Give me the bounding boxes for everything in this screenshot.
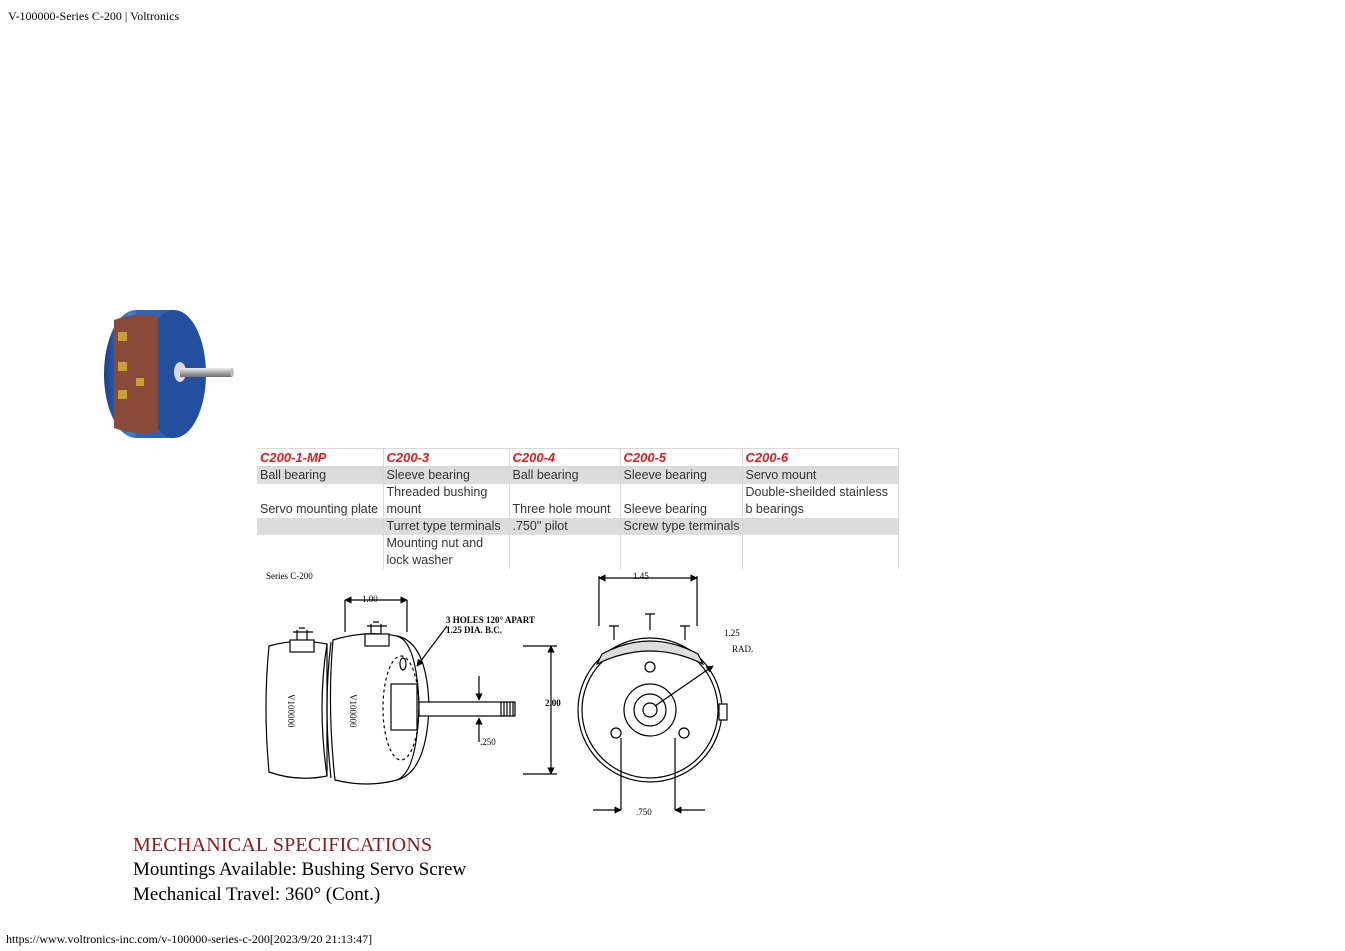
- table-row: [257, 467, 898, 485]
- table-row: [257, 535, 898, 569]
- product-photo: [96, 304, 236, 444]
- table-cell: [509, 535, 620, 569]
- dimension-label: 1.00: [362, 594, 378, 604]
- table-header-cell: C200-5: [620, 449, 742, 467]
- table-cell: Sleeve bearing: [383, 467, 509, 485]
- table-cell: [620, 535, 742, 569]
- dimension-label: 2.00: [545, 698, 561, 708]
- table-cell: Sleeve bearing: [620, 467, 742, 485]
- table-cell: [257, 535, 383, 569]
- dimension-drawing: [257, 566, 757, 820]
- dimension-label: 1.45: [633, 571, 649, 581]
- spec-travel: Mechanical Travel: 360° (Cont.): [133, 884, 381, 905]
- table-cell: Servo mount: [742, 467, 898, 485]
- table-cell: Threaded bushing mount: [383, 484, 509, 518]
- specs-heading: MECHANICAL SPECIFICATIONS: [133, 834, 433, 856]
- table-row: [257, 484, 898, 518]
- table-cell: Three hole mount: [509, 484, 620, 518]
- table-row: [257, 518, 898, 535]
- table-cell: Ball bearing: [509, 467, 620, 485]
- model-label: V100000: [348, 694, 358, 728]
- dimension-label: 1.25: [724, 628, 740, 638]
- table-header-row: [257, 449, 898, 467]
- table-cell: Double-sheilded stainless b bearings: [742, 484, 898, 518]
- drawing-caption: Series C-200: [266, 571, 313, 581]
- table-cell: Turret type terminals: [383, 518, 509, 535]
- dimension-label: RAD.: [732, 644, 754, 654]
- table-cell: Servo mounting plate: [257, 484, 383, 518]
- table-header-cell: C200-6: [742, 449, 898, 467]
- table-header-cell: C200-4: [509, 449, 620, 467]
- holes-label: 3 HOLES 120° APART: [446, 615, 535, 625]
- model-label: V100000: [286, 694, 296, 728]
- variants-table: [257, 448, 899, 569]
- table-header-cell: C200-3: [383, 449, 509, 467]
- table-cell: [257, 518, 383, 535]
- table-cell: Ball bearing: [257, 467, 383, 485]
- table-cell: [742, 518, 898, 535]
- table-cell: .750" pilot: [509, 518, 620, 535]
- holes-label: 1.25 DIA. B.C.: [446, 625, 503, 635]
- table-cell: [742, 535, 898, 569]
- footer-url: https://www.voltronics-inc.com/v-100000-series-c-200[2023/9/20 21:13:47]: [6, 932, 373, 946]
- dimension-label: .250: [480, 737, 496, 747]
- table-cell: Screw type terminals: [620, 518, 742, 535]
- table-header-cell: C200-1-MP: [257, 449, 383, 467]
- table-cell: Mounting nut and lock washer: [383, 535, 509, 569]
- dimension-label: .750: [636, 807, 652, 817]
- spec-mountings: Mountings Available: Bushing Servo Screw: [133, 859, 467, 880]
- page-title: V-100000-Series C-200 | Voltronics: [8, 9, 180, 23]
- table-cell: Sleeve bearing: [620, 484, 742, 518]
